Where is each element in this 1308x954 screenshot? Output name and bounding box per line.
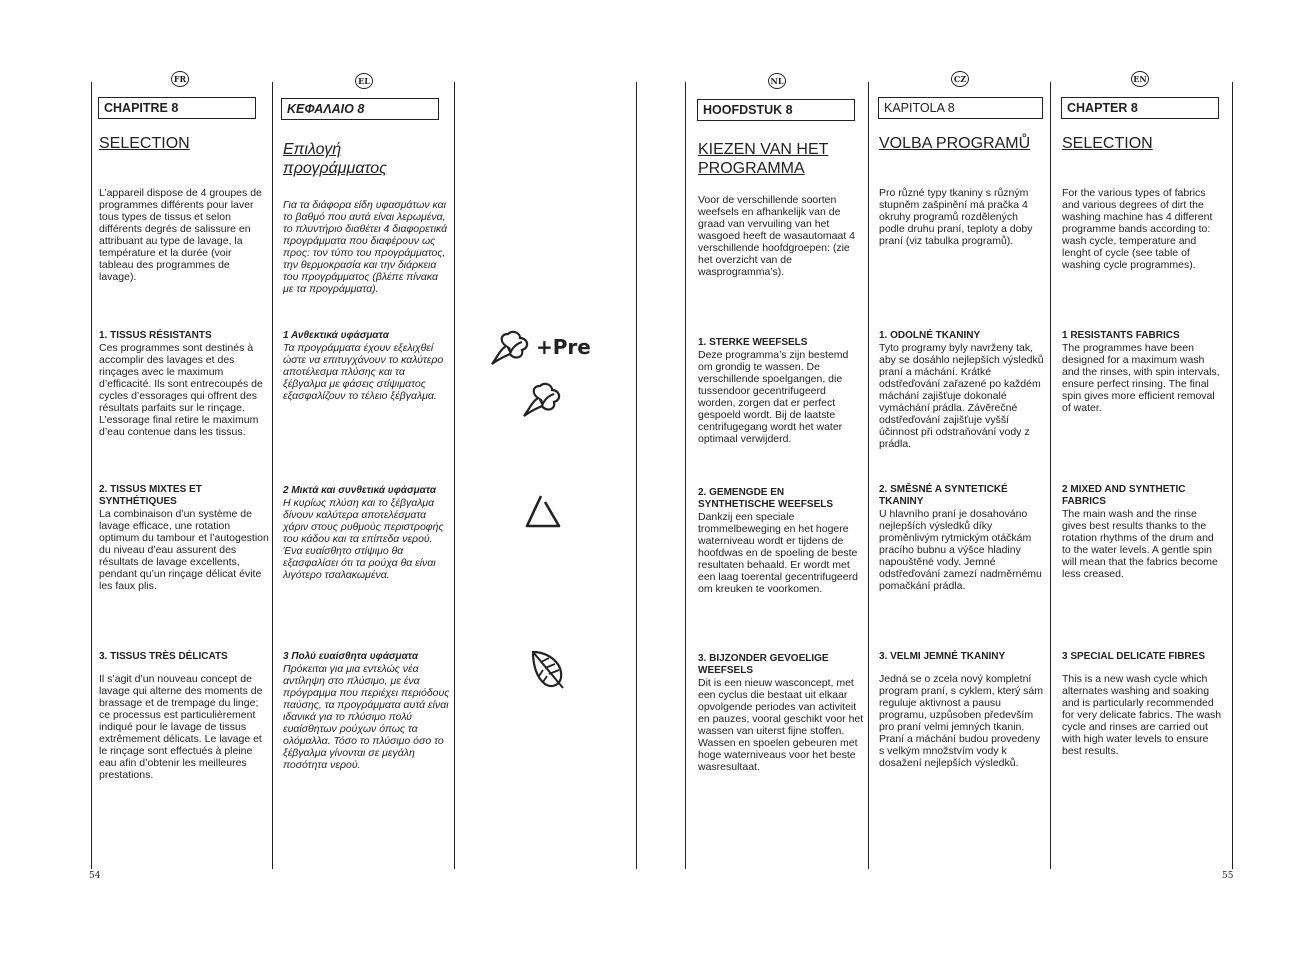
divider-line — [868, 82, 869, 869]
section-3-body-en: This is a new wash cycle which alternates washing and soaking and is particularly recommended for very delicate fabrics. The wash cycle and rinses are carried out with high water levels to ensure best results. — [1062, 673, 1222, 757]
section-1-en — [1062, 330, 1224, 414]
section-2-nl — [698, 487, 864, 595]
section-2-heading-fr: 2. TISSUS MIXTES ET SYNTHÉTIQUES — [99, 484, 202, 507]
section-3-heading-nl: 3. BIJZONDER GEVOELIGE WEEFSELS — [698, 653, 829, 676]
chapter-heading-cz: KAPITOLA 8 — [878, 97, 1043, 119]
page-number-left: 54 — [89, 871, 101, 881]
divider-line — [91, 82, 92, 869]
section-1-body-nl: Deze programma’s zijn bestemd om grondig te wassen. De verschillende spoelgangen, die tussendoor gecentrifugeerd worden, zorgen dat er perfect gespoeld wordt. Bij de laatste centrifugegang wordt het water optimaal verwijderd. — [698, 349, 849, 445]
section-2-heading-nl: 2. GEMENGDE EN SYNTHETISCHE WEEFSELS — [698, 487, 834, 510]
section-1-body-en: The programmes have been designed for a maximum wash and the rinses, with spin intervals, ensure perfect rinsing. The final spin gives more efficient removal of water. — [1062, 342, 1220, 414]
section-3-nl — [698, 653, 864, 773]
cotton-flower-icon — [520, 380, 566, 420]
section-2-el — [283, 485, 451, 581]
language-badge-en: EN — [1131, 71, 1149, 87]
section-3-en — [1062, 651, 1224, 757]
section-1-cz — [879, 330, 1045, 450]
section-1-heading-en: 1 RESISTANTS FABRICS — [1062, 330, 1180, 341]
chapter-heading-fr: CHAPITRE 8 — [98, 97, 256, 119]
divider-line — [1232, 82, 1233, 869]
section-3-body-fr: Il s’agit d’un nouveau concept de lavage qui alterne des moments de brassage et de trempage du linge; ce processus est particulièrement indiqué pour le lavage de tissus extrêmement délicats. Le lavage et le rinçage sont effectués à pleine eau afin d’obtenir les meilleures prestations. — [99, 673, 263, 781]
section-1-heading-fr: 1. TISSUS RÉSISTANTS — [99, 330, 212, 341]
section-3-heading-fr: 3. TISSUS TRÈS DÉLICATS — [99, 651, 228, 662]
section-3-el — [283, 651, 451, 771]
section-1-body-fr: Ces programmes sont destinés à accomplir des lavages et des rinçages avec le maximum d’efficacité. Ils sont entrecoupés de cycles d’essorages qui offrent des résultats parfaits sur le rinçage. L’essorage final retire le maximum d’eau contenue dans les tissus. — [99, 342, 263, 438]
section-title-el: Επιλογή προγράμματος — [283, 141, 387, 177]
section-1-nl — [698, 337, 864, 445]
synthetic-triangle-icon — [524, 492, 562, 532]
section-2-en — [1062, 484, 1224, 580]
section-3-body-cz: Jedná se o zcela nový kompletní program praní, s cyklem, který sám reguluje aktivnost a pausu programu, uzpůsoben především pro praní velmi jemných tkanin. Praní a máchání budou provedeny s velkým množstvím vody k dosažení nejlepších výsledků. — [879, 673, 1043, 769]
section-title-en: SELECTION — [1062, 135, 1153, 152]
cotton-flower-prewash-icon — [488, 328, 534, 368]
intro-text-nl: Voor de verschillende soorten weefsels en afhankelijk van de graad van vervuiling van het wasgoed heeft de wasautomaat 4 verschillende hoofdgroepen: (zie het overzicht van de wasprogramma’s). — [698, 194, 856, 278]
language-badge-cz: CZ — [951, 71, 969, 87]
divider-line — [454, 82, 455, 869]
section-3-heading-en: 3 SPECIAL DELICATE FIBRES — [1062, 651, 1205, 662]
section-2-heading-en: 2 MIXED AND SYNTHETIC FABRICS — [1062, 484, 1186, 507]
delicate-feather-icon — [527, 648, 567, 690]
section-3-fr — [99, 651, 269, 781]
divider-line — [636, 82, 637, 869]
intro-text-fr: L’appareil dispose de 4 groupes de programmes différents pour laver tous types de tissus et selon différents degrés de salissure en attribuant au type de lavage, la température et la durée (voir tableau des programmes de lavage). — [99, 187, 262, 283]
section-2-body-el: Η κυρίως πλύση και το ξέβγαλμα δίνουν καλύτερα αποτελέσματα χάριν στους ρυθμούς περιστροφής του κάδου και τα επίπεδα νερού. Ένα ευαίσθητο στίψιμο θα εξασφαλίσει ότι τα ρούχα θα είναι λιγότερο τσαλακωμένα. — [283, 497, 444, 581]
language-badge-nl: NL — [768, 73, 786, 89]
section-3-heading-cz: 3. VELMI JEMNÉ TKANINY — [879, 651, 1006, 662]
section-1-body-cz: Tyto programy byly navrženy tak, aby se dosáhlo nejlepších výsledků praní a máchání. Krátké odstřeďování zařazené po každém máchání zajišťuje dokonalé vymáchání prádla. Závěrečné odstřeďování zajišťuje vyšší účinnost při odstraňování vody z prádla. — [879, 342, 1044, 450]
section-3-cz — [879, 651, 1045, 769]
section-1-el — [283, 330, 451, 402]
section-3-heading-el: 3 Πολύ ευαίσθητα υφάσματα — [283, 651, 419, 662]
section-2-body-cz: U hlavního praní je dosahováno nejlepších výsledků díky proměnlivým rytmickým otáčkám pracího bubnu a výšce hladiny napouštěné vody. Jemné odstřeďování zamezí nadměrnému pomačkání prádla. — [879, 508, 1042, 592]
divider-line — [272, 82, 273, 869]
section-title-fr: SELECTION — [99, 135, 190, 152]
intro-text-en: For the various types of fabrics and various degrees of dirt the washing machine has 4 different programme bands according to: wash cycle, temperature and lenght of cycle (see table of washing cycle programmes). — [1062, 187, 1213, 271]
section-2-body-nl: Dankzij een speciale trommelbeweging en het hogere waterniveau wordt er tijdens de hoofdwas en de spoeling de beste resultaten behaald. Er wordt met een laag toerental gecentrifugeerd om kreuken te voorkomen. — [698, 511, 858, 595]
section-1-heading-cz: 1. ODOLNÉ TKANINY — [879, 330, 981, 341]
section-2-body-fr: La combinaison d’un système de lavage efficace, une rotation optimum du tambour et l’autogestion du niveau d’eau assurent des résultats de lavage excellents, pendant qu’un rinçage délicat évite les faux plis. — [99, 508, 269, 592]
section-1-heading-nl: 1. STERKE WEEFSELS — [698, 337, 808, 348]
section-title-nl: KIEZEN VAN HET PROGRAMMA — [698, 141, 829, 177]
divider-line — [1050, 82, 1051, 869]
language-badge-el: EL — [355, 73, 373, 89]
section-2-cz — [879, 484, 1045, 592]
section-1-heading-el: 1 Ανθεκτικά υφάσματα — [283, 330, 389, 341]
section-2-heading-el: 2 Μικτά και συνθετικά υφάσματα — [283, 485, 437, 496]
prewash-label: +Pre — [536, 335, 591, 359]
section-title-cz: VOLBA PROGRAMŮ — [879, 135, 1031, 152]
section-3-body-el: Πρόκειται για μια εντελώς νέα αντίληψη στο πλύσιμο, με ένα πρόγραμμα που περιέχει περιόδους παύσης, τα προγράμματα αυτά είναι ιδανικά για το πλύσιμο πολύ ευαίσθητων ρούχων όπως τα ολόμαλλα. Τόσο το πλύσιμο όσο το ξέβγαλμα γίνονται σε μεγάλη ποσότητα νερού. — [283, 663, 450, 771]
intro-text-cz: Pro různé typy tkaniny s různým stupněm zašpinění má pračka 4 okruhy programů rozdělených podle druhu praní, teploty a doby praní (viz tabulka programů). — [879, 187, 1033, 247]
section-1-body-el: Τα προγράμματα έχουν εξελιχθεί ώστε να επιτυγχάνουν το καλύτερο αποτέλεσμα πλύσης και τα ξέβγαλμα με φάσεις στίψιματος εξασφαλίζουν το τέλειο ξέβγαλμα. — [283, 342, 444, 402]
section-2-fr — [99, 484, 269, 592]
section-2-heading-cz: 2. SMĚSNÉ A SYNTETICKÉ TKANINY — [879, 484, 1008, 507]
chapter-heading-el: ΚΕΦΑΛΑΙΟ 8 — [281, 98, 439, 120]
divider-line — [685, 82, 686, 869]
intro-text-el: Για τα διάφορα είδη υφασμάτων και το βαθμό που αυτά είναι λερωμένα, το πλυντήριο διαθέτει 4 διαφορετικά προγράμματα που διαφέρουν ως προς: τον τύπο του προγράμματος, την θερμοκρασία και την διάρκεια του προγράμματος (βλέπε πίνακα με τα προγράμματα). — [283, 199, 448, 295]
chapter-heading-en: CHAPTER 8 — [1061, 97, 1219, 119]
section-3-body-nl: Dit is een nieuw wasconcept, met een cyclus die bestaat uit elkaar opvolgende periodes van activiteit en pauzes, vooral geschikt voor het wassen van uiterst fijne stoffen. Wassen en spoelen gebeuren met hoge waterniveaus voor het beste wasresultaat. — [698, 677, 864, 773]
chapter-heading-nl: HOOFDSTUK 8 — [697, 99, 855, 121]
page-number-right: 55 — [1222, 871, 1234, 881]
section-2-body-en: The main wash and the rinse gives best results thanks to the rotation rhythms of the drum and to the water levels. A gentle spin will mean that the fabrics become less creased. — [1062, 508, 1218, 580]
language-badge-fr: FR — [171, 71, 189, 87]
section-1-fr — [99, 330, 269, 438]
